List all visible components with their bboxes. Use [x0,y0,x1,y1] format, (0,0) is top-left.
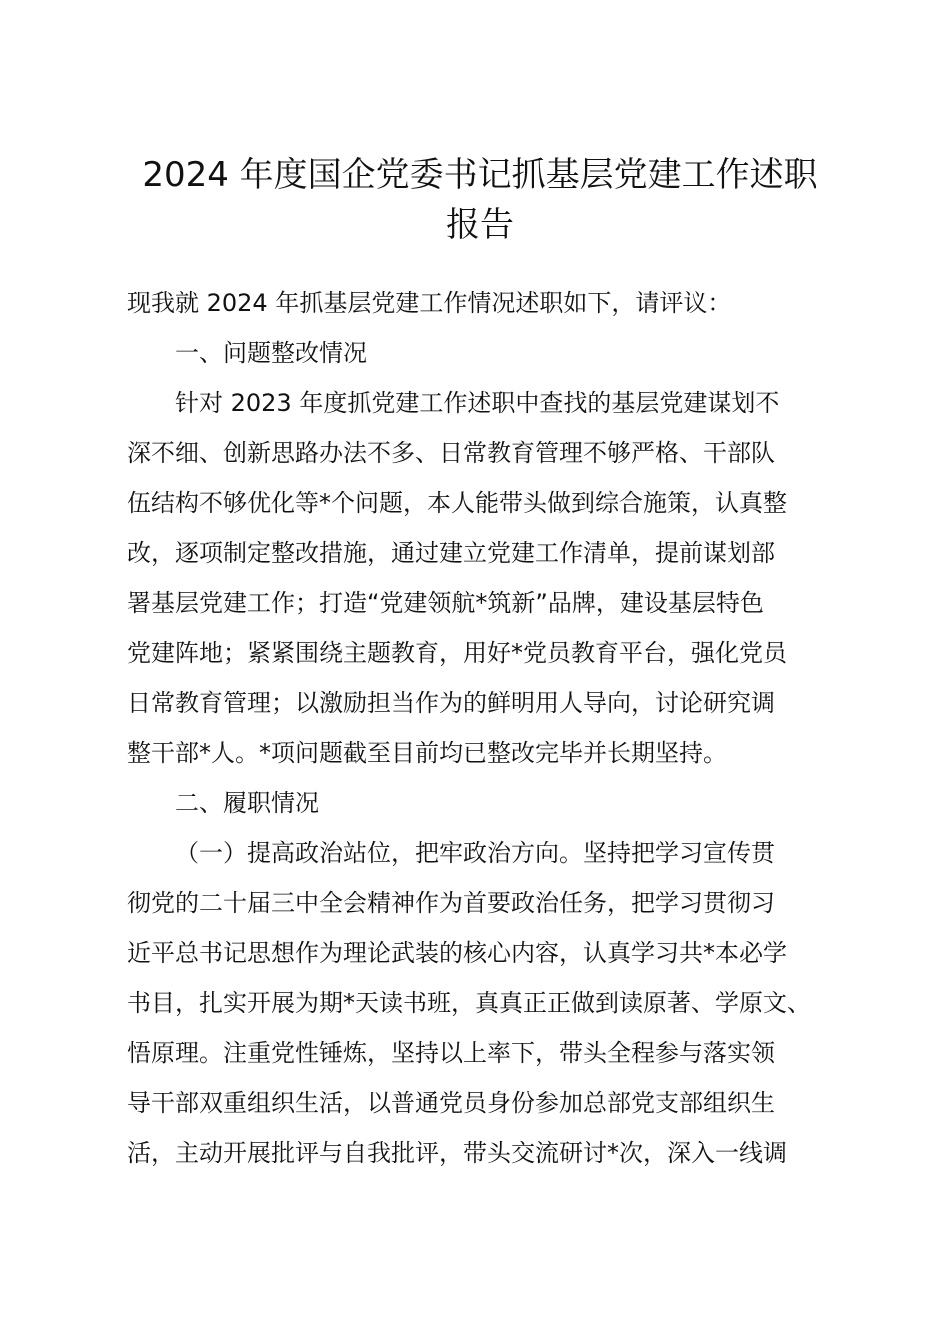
paragraph-line: 署基层党建工作；打造“党建领航*筑新”品牌，建设基层特色 [127,589,764,617]
paragraph-line: 伍结构不够优化等*个问题，本人能带头做到综合施策，认真整 [127,489,787,517]
paragraph-line: 党建阵地；紧紧围绕主题教育，用好*党员教育平台，强化党员 [127,639,787,667]
paragraph-line: 整干部*人。*项问题截至目前均已整改完毕并长期坚持。 [127,739,727,767]
title-line-1: 2024 年度国企党委书记抓基层党建工作述职 [142,155,818,195]
paragraph-line: 针对 2023 年度抓党建工作述职中查找的基层党建谋划不 [175,389,780,417]
paragraph-line: 书目，扎实开展为期*天读书班，真真正正做到读原著、学原文、 [127,989,811,1017]
document-title [100,150,860,250]
paragraph-line: 改，逐项制定整改措施，通过建立党建工作清单，提前谋划部 [127,539,775,567]
paragraph-line: 现我就 2024 年抓基层党建工作情况述职如下，请评议： [127,289,732,317]
paragraph-line: 二、履职情况 [175,789,319,817]
paragraph-line: 日常教育管理；以激励担当作为的鲜明用人导向，讨论研究调 [127,689,775,717]
paragraph-line: 活，主动开展批评与自我批评，带头交流研讨*次，深入一线调 [127,1139,787,1167]
paragraph-line: 悟原理。注重党性锤炼，坚持以上率下，带头全程参与落实领 [127,1039,775,1067]
title-line-2: 报告 [446,205,514,245]
paragraph-line: 导干部双重组织生活，以普通党员身份参加总部党支部组织生 [127,1089,775,1117]
paragraph-line: 近平总书记思想作为理论武装的核心内容，认真学习共*本必学 [127,939,787,967]
document-body [127,278,847,1178]
paragraph-line: 彻党的二十届三中全会精神作为首要政治任务，把学习贯彻习 [127,889,775,917]
paragraph-line: （一）提高政治站位，把牢政治方向。坚持把学习宣传贯 [175,839,775,867]
paragraph-line: 一、问题整改情况 [175,339,367,367]
paragraph-line: 深不细、创新思路办法不多、日常教育管理不够严格、干部队 [127,439,775,467]
